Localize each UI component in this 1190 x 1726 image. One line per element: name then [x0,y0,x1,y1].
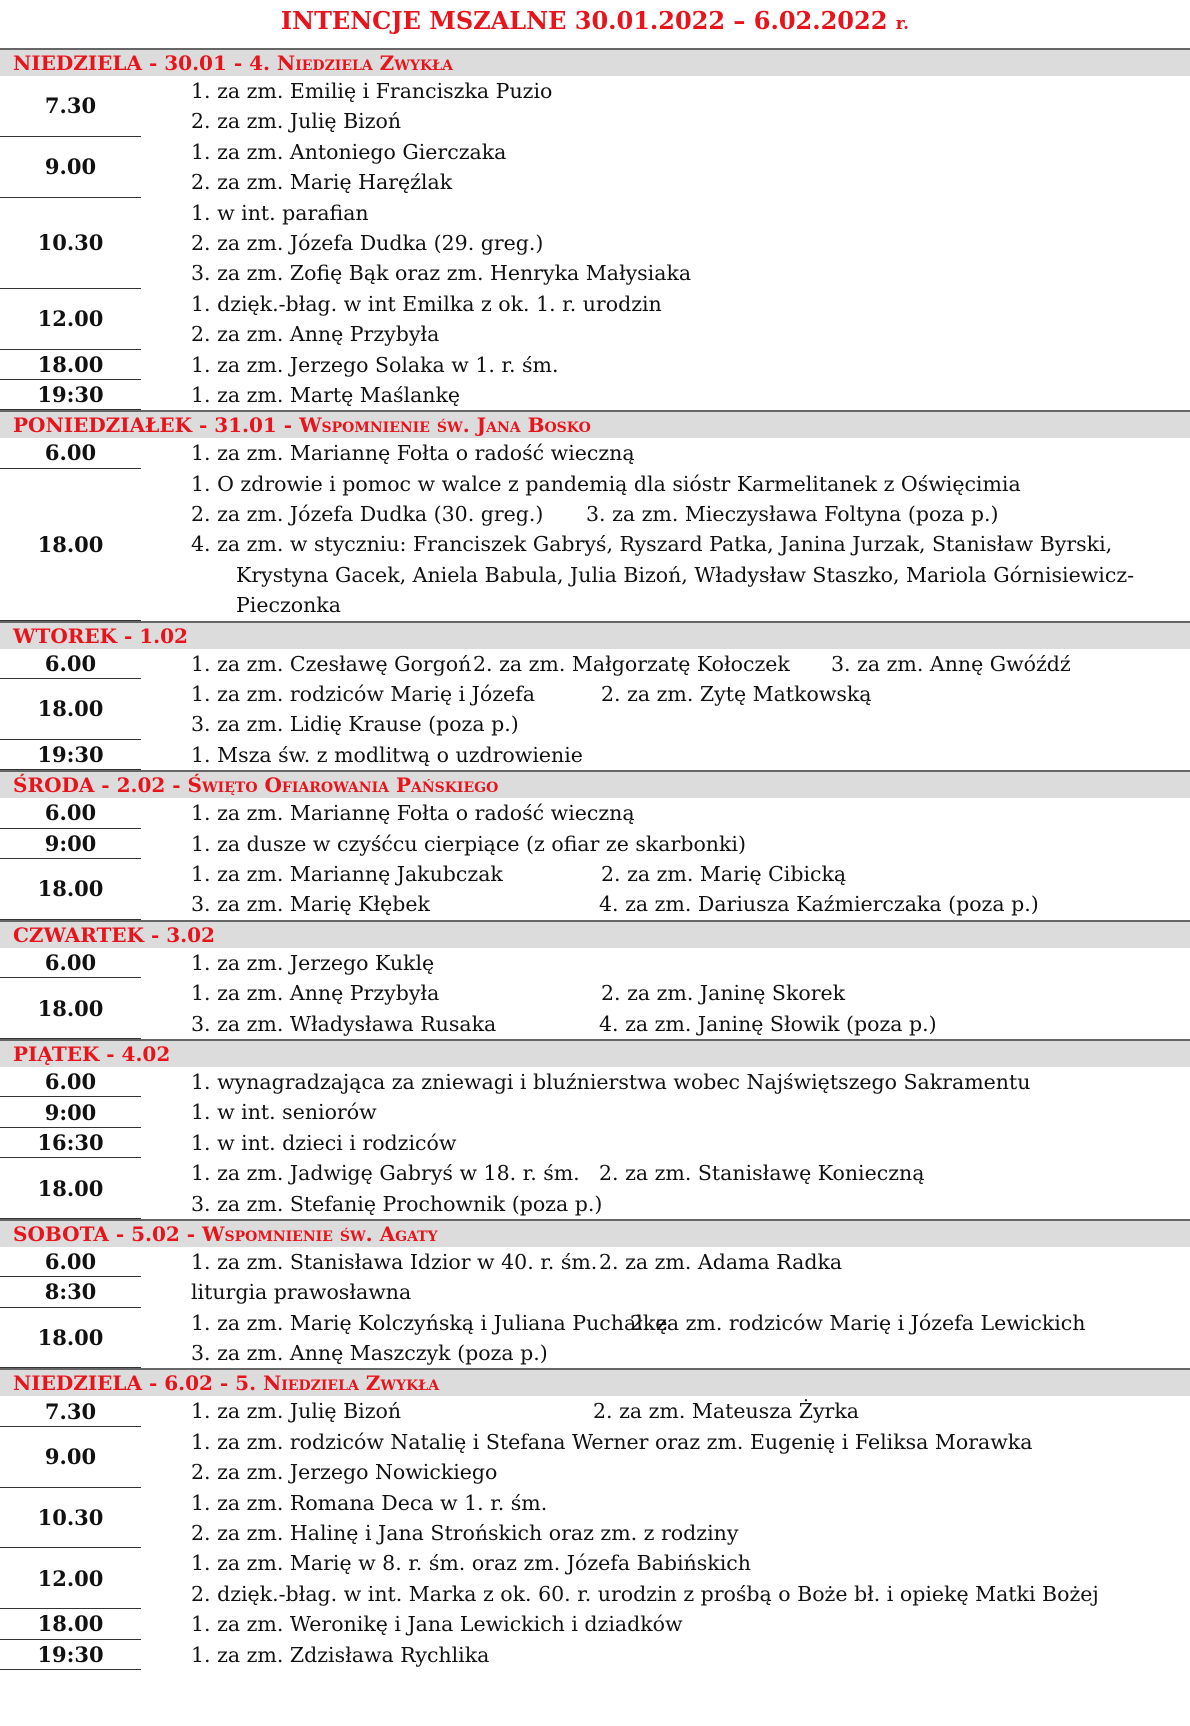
intention-text: 1. za zm. Martę Maślankę [191,382,461,407]
mass-time: 6.00 [0,1067,141,1097]
intention-text: 2. za zm. Józefa Dudka (29. greg.) [191,230,544,255]
intention-line [191,1488,1190,1518]
intention-line [191,740,1190,770]
intention-text: Pieczonka [236,593,341,618]
day-header [0,1368,1190,1396]
intentions [141,469,1190,621]
intention-text: 2. za zm. Zytę Matkowską [601,682,872,707]
intention-text: 2. za zm. Annę Przybyła [191,322,440,347]
mass-time: 6.00 [0,948,141,978]
mass-row [0,289,1190,350]
intention-line [191,1247,1190,1277]
mass-time: 18.00 [0,1158,141,1219]
intention-line [191,709,1190,739]
intention-line [191,1396,1190,1426]
day-label: NIEDZIELA - 6.02 - [13,1371,236,1396]
intention-line [191,76,1190,106]
intention-text: 2. za zm. Stanisławę Konieczną [599,1161,925,1186]
mass-row [0,829,1190,859]
intentions [141,1640,1190,1670]
mass-row [0,76,1190,137]
intention-line [191,438,1190,468]
intention-line [191,167,1190,197]
intention-text: 2. za zm. Jerzego Nowickiego [191,1460,498,1485]
mass-time: 6.00 [0,798,141,828]
mass-row [0,649,1190,679]
mass-time: 18.00 [0,679,141,740]
mass-time: 18.00 [0,859,141,920]
mass-row [0,1548,1190,1609]
intention-text: 2. za zm. Adama Radka [599,1249,843,1274]
day-label: ŚRODA - 2.02 - [13,773,188,798]
intention-text: 3. za zm. Stefanię Prochownik (poza p.) [191,1191,603,1216]
mass-time: 6.00 [0,649,141,679]
intention-text: 1. za zm. Mariannę Fołta o radość wieczną [191,441,635,466]
intention-line [191,948,1190,978]
intention-line [191,1457,1190,1487]
intention-line [191,289,1190,319]
mass-row [0,1247,1190,1277]
mass-row [0,1277,1190,1307]
mass-row [0,1640,1190,1670]
day-feast: Święto Ofiarowania Pańskiego [187,773,499,798]
mass-time: 9.00 [0,137,141,198]
mass-time: 12.00 [0,1548,141,1609]
intention-text: 1. za zm. Weronikę i Jana Lewickich i dziadków [191,1612,683,1637]
intention-line [191,649,1190,679]
mass-row [0,978,1190,1039]
mass-time: 9.00 [0,1427,141,1488]
intentions [141,649,1190,679]
day-feast: Wspomnienie św. Jana Bosko [299,413,591,438]
intention-line [191,529,1190,559]
mass-row [0,1128,1190,1158]
intention-text: 2. za zm. Józefa Dudka (30. greg.) [191,502,544,527]
intention-text: 1. za zm. Marię w 8. r. śm. oraz zm. Józefa Babińskich [191,1551,751,1576]
intention-text: 1. wynagradzająca za zniewagi i bluźnierstwa wobec Najświętszego Sakramentu [191,1069,1031,1094]
page-title [0,4,1190,41]
intention-line [191,1097,1190,1127]
intentions [141,1488,1190,1549]
intention-text: 1. za zm. Romana Deca w 1. r. śm. [191,1490,548,1515]
intention-line [191,1518,1190,1548]
intention-text: 1. Msza św. z modlitwą o uzdrowienie [191,742,583,767]
intention-line [191,350,1190,380]
mass-row [0,350,1190,380]
intentions [141,859,1190,920]
mass-time: 18.00 [0,350,141,380]
intentions [141,1277,1190,1307]
intention-text: 1. za zm. Mariannę Fołta o radość wieczną [191,801,635,826]
intention-text: 3. za zm. Lidię Krause (poza p.) [191,712,519,737]
intention-line [191,679,1190,709]
intention-line [191,1009,1190,1039]
intention-text: 1. za zm. rodziców Natalię i Stefana Werner oraz zm. Eugenię i Feliksa Morawka [191,1429,1033,1454]
intentions [141,438,1190,468]
intentions [141,137,1190,198]
intention-line [191,380,1190,410]
day-feast: 4. Niedziela Zwykła [249,51,453,75]
mass-time: 8:30 [0,1277,141,1307]
mass-time: 10.30 [0,1488,141,1549]
mass-row [0,679,1190,740]
intentions [141,978,1190,1039]
intention-text: 1. za zm. Stanisława Idzior w 40. r. śm. [191,1249,598,1274]
intention-line [191,889,1190,919]
intention-text: 2. za zm. Marię Cibicką [601,861,847,886]
intentions [141,76,1190,137]
intention-line [191,1128,1190,1158]
intention-line [191,1277,1190,1307]
day-header [0,1039,1190,1067]
title-suffix: r. [895,14,910,34]
mass-time: 16:30 [0,1128,141,1158]
mass-row [0,948,1190,978]
intention-line [191,1158,1190,1188]
intention-text: 1. O zdrowie i pomoc w walce z pandemią dla sióstr Karmelitanek z Oświęcimia [191,471,1021,496]
intention-text: 1. za zm. Emilię i Franciszka Puzio [191,79,553,103]
intention-line [191,469,1190,499]
intentions [141,1247,1190,1277]
mass-row [0,198,1190,289]
intention-text: 1. w int. seniorów [191,1100,377,1125]
mass-time: 19:30 [0,740,141,770]
mass-row [0,469,1190,621]
intention-text: 4. za zm. Janinę Słowik (poza p.) [599,1011,937,1036]
intentions [141,1308,1190,1369]
intention-line [191,1548,1190,1578]
day-label: WTOREK - 1.02 [13,623,188,648]
intention-line [191,106,1190,136]
mass-time: 6.00 [0,1247,141,1277]
intention-line [191,798,1190,828]
intention-line [191,1640,1190,1670]
intention-text: 1. za dusze w czyśćcu cierpiące (z ofiar ze skarbonki) [191,831,746,856]
mass-row [0,1609,1190,1639]
mass-row [0,1488,1190,1549]
intention-text: 3. za zm. Marię Kłębek [191,892,430,917]
intentions [141,289,1190,350]
intentions [141,1427,1190,1488]
intentions [141,1128,1190,1158]
intention-line [191,590,1190,620]
mass-row [0,1427,1190,1488]
mass-row [0,1097,1190,1127]
day-header [0,621,1190,649]
intention-line [191,319,1190,349]
day-label: SOBOTA - 5.02 - [13,1221,203,1246]
intention-line [191,829,1190,859]
intention-text: 1. za zm. Marię Kolczyńską i Juliana Puchałkę [191,1310,668,1335]
mass-row [0,1158,1190,1219]
intention-line [191,859,1190,889]
mass-row [0,1396,1190,1426]
mass-row [0,798,1190,828]
intentions-table [0,48,1190,1670]
mass-row [0,380,1190,410]
intentions [141,1158,1190,1219]
mass-time: 18.00 [0,1308,141,1369]
mass-time: 9:00 [0,829,141,859]
intention-line [191,499,1190,529]
mass-time: 12.00 [0,289,141,350]
intention-text: 4. za zm. Dariusza Kaźmierczaka (poza p.) [599,892,1039,917]
intentions [141,1548,1190,1609]
mass-time: 18.00 [0,978,141,1039]
intention-text: 1. za zm. Zdzisława Rychlika [191,1642,490,1667]
day-feast: Wspomnienie św. Agaty [202,1221,438,1246]
intention-text: 1. w int. parafian [191,200,369,225]
intention-text: 1. dzięk.-błag. w int Emilka z ok. 1. r. urodzin [191,291,662,316]
intention-line [191,978,1190,1008]
day-header [0,410,1190,438]
intention-text: 3. za zm. Zofię Bąk oraz zm. Henryka Małysiaka [191,261,692,286]
intention-line [191,1067,1190,1097]
intention-text: 1. za zm. Jadwigę Gabryś w 18. r. śm. [191,1161,580,1186]
intention-text: 2. za zm. Halinę i Jana Strońskich oraz zm. z rodziny [191,1521,739,1546]
intention-line [191,1427,1190,1457]
intention-text: 1. za zm. Annę Przybyła [191,981,440,1006]
intention-line [191,258,1190,288]
day-label: CZWARTEK - 3.02 [13,922,215,947]
intention-text: 1. za zm. Czesławę Gorgoń [191,651,472,676]
mass-row [0,438,1190,468]
day-header [0,770,1190,798]
intention-text: 4. za zm. w styczniu: Franciszek Gabryś, Ryszard Patka, Janina Jurzak, Stanisław Byrski, [191,532,1113,557]
intention-text: 2. za zm. Małgorzatę Kołoczek [473,651,790,676]
intention-line [191,1338,1190,1368]
mass-row [0,1067,1190,1097]
intention-text: Krystyna Gacek, Aniela Babula, Julia Bizoń, Władysław Staszko, Mariola Górnisiewicz- [236,562,1135,587]
intention-text: 3. za zm. Władysława Rusaka [191,1011,497,1036]
intention-text: 1. za zm. Jerzego Kuklę [191,950,435,975]
intentions [141,198,1190,289]
intention-text: 1. w int. dzieci i rodziców [191,1130,457,1155]
intention-line [191,1579,1190,1609]
intention-line [191,1609,1190,1639]
intentions [141,350,1190,380]
intentions [141,1067,1190,1097]
intention-text: 2. za zm. Julię Bizoń [191,109,402,134]
day-label: PIĄTEK - 4.02 [13,1041,171,1066]
intention-line [191,560,1190,590]
intention-line [191,1308,1190,1338]
intentions [141,380,1190,410]
mass-time: 9:00 [0,1097,141,1127]
intention-text: 2. za zm. rodziców Marię i Józefa Lewickich [630,1310,1086,1335]
intention-text: 2. za zm. Janinę Skorek [601,981,846,1006]
intention-text: liturgia prawosławna [191,1280,412,1305]
mass-time: 10.30 [0,198,141,289]
intention-text: 1. za zm. rodziców Marię i Józefa [191,682,535,707]
intention-text: 3. za zm. Annę Maszczyk (poza p.) [191,1341,548,1366]
day-header [0,48,1190,76]
intentions [141,948,1190,978]
mass-time: 19:30 [0,380,141,410]
intention-text: 3. za zm. Mieczysława Foltyna (poza p.) [586,502,999,527]
intention-text: 1. za zm. Mariannę Jakubczak [191,861,503,886]
intention-line [191,137,1190,167]
mass-row [0,137,1190,198]
intention-text: 1. za zm. Julię Bizoń [191,1399,402,1424]
intentions [141,829,1190,859]
intention-text: 1. za zm. Jerzego Solaka w 1. r. śm. [191,352,559,377]
title-main: INTENCJE MSZALNE 30.01.2022 – 6.02.2022 [280,6,888,35]
mass-time: 19:30 [0,1640,141,1670]
intention-text: 3. za zm. Annę Gwóźdź [831,651,1071,676]
mass-row [0,859,1190,920]
intentions [141,740,1190,770]
intention-line [191,1189,1190,1219]
mass-time: 6.00 [0,438,141,468]
intention-text: 1. za zm. Antoniego Gierczaka [191,139,507,164]
intentions [141,1097,1190,1127]
intention-text: 2. dzięk.-błag. w int. Marka z ok. 60. r. urodzin z prośbą o Boże bł. i opiekę Matki Bożej [191,1581,1099,1606]
intentions [141,679,1190,740]
intention-line [191,198,1190,228]
intention-text: 2. za zm. Mateusza Żyrka [593,1399,859,1424]
mass-row [0,740,1190,770]
intentions [141,1396,1190,1426]
mass-time: 18.00 [0,469,141,621]
day-label: PONIEDZIAŁEK - 31.01 - [13,413,300,438]
intention-text: 2. za zm. Marię Haręźlak [191,170,453,195]
intentions [141,798,1190,828]
day-header [0,920,1190,948]
mass-time: 7.30 [0,1396,141,1426]
intentions [141,1609,1190,1639]
mass-time: 7.30 [0,76,141,137]
day-header [0,1219,1190,1247]
day-feast: 5. Niedziela Zwykła [235,1371,440,1396]
intention-line [191,228,1190,258]
day-label: NIEDZIELA - 30.01 - [13,51,250,75]
mass-row [0,1308,1190,1369]
mass-time: 18.00 [0,1609,141,1639]
